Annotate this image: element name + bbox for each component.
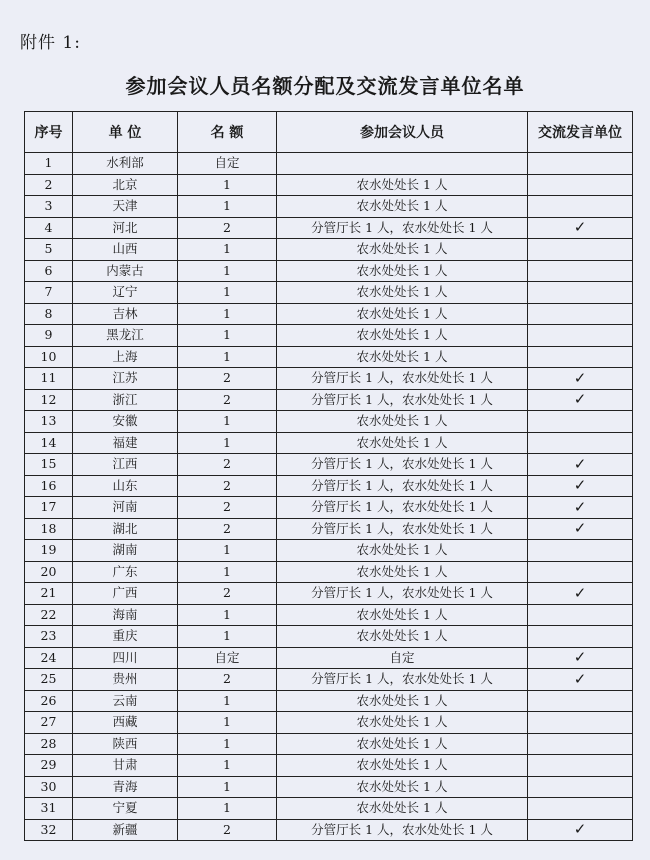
cell-number: 29 [25,755,73,777]
cell-quota: 1 [178,798,277,820]
cell-attendees: 分管厅长 1 人，农水处处长 1 人 [277,389,528,411]
cell-speaker-check [528,540,633,562]
column-header-quota: 名 额 [178,112,277,153]
cell-unit: 吉林 [73,303,178,325]
cell-speaker-check [528,346,633,368]
cell-unit: 四川 [73,647,178,669]
cell-attendees: 农水处处长 1 人 [277,432,528,454]
cell-attendees: 分管厅长 1 人，农水处处长 1 人 [277,368,528,390]
column-header-unit: 单 位 [73,112,178,153]
cell-attendees: 农水处处长 1 人 [277,303,528,325]
cell-number: 1 [25,153,73,175]
cell-quota: 1 [178,626,277,648]
cell-number: 10 [25,346,73,368]
column-header-speaker: 交流发言单位 [528,112,633,153]
cell-attendees: 农水处处长 1 人 [277,196,528,218]
cell-attendees: 农水处处长 1 人 [277,282,528,304]
table-row [25,669,633,691]
cell-quota: 2 [178,518,277,540]
cell-quota: 1 [178,239,277,261]
cell-speaker-check: ✓ [528,389,633,411]
cell-speaker-check [528,153,633,175]
cell-unit: 云南 [73,690,178,712]
cell-number: 5 [25,239,73,261]
cell-attendees: 分管厅长 1 人，农水处处长 1 人 [277,217,528,239]
cell-number: 24 [25,647,73,669]
cell-number: 30 [25,776,73,798]
cell-attendees: 分管厅长 1 人，农水处处长 1 人 [277,819,528,841]
cell-speaker-check [528,604,633,626]
cell-speaker-check [528,303,633,325]
cell-unit: 河南 [73,497,178,519]
cell-quota: 1 [178,196,277,218]
table-row [25,497,633,519]
table-row [25,733,633,755]
cell-speaker-check [528,411,633,433]
table-row [25,196,633,218]
cell-speaker-check [528,325,633,347]
cell-quota: 2 [178,454,277,476]
cell-quota: 1 [178,755,277,777]
table-row [25,368,633,390]
cell-number: 6 [25,260,73,282]
cell-number: 3 [25,196,73,218]
table-row [25,755,633,777]
cell-unit: 安徽 [73,411,178,433]
cell-attendees: 农水处处长 1 人 [277,239,528,261]
cell-quota: 1 [178,690,277,712]
cell-speaker-check [528,561,633,583]
table-row [25,626,633,648]
cell-quota: 1 [178,260,277,282]
cell-attendees: 分管厅长 1 人，农水处处长 1 人 [277,583,528,605]
cell-unit: 广西 [73,583,178,605]
table-row [25,561,633,583]
cell-quota: 1 [178,282,277,304]
cell-attendees [277,153,528,175]
cell-number: 27 [25,712,73,734]
cell-unit: 内蒙古 [73,260,178,282]
cell-attendees: 分管厅长 1 人，农水处处长 1 人 [277,497,528,519]
table-row [25,325,633,347]
cell-quota: 自定 [178,153,277,175]
cell-quota: 2 [178,475,277,497]
attachment-label: 附件 1: [20,33,81,53]
cell-attendees: 农水处处长 1 人 [277,260,528,282]
column-header-number: 序号 [25,112,73,153]
cell-speaker-check [528,712,633,734]
cell-attendees: 自定 [277,647,528,669]
cell-speaker-check [528,196,633,218]
cell-attendees: 农水处处长 1 人 [277,690,528,712]
cell-unit: 新疆 [73,819,178,841]
cell-number: 28 [25,733,73,755]
cell-number: 13 [25,411,73,433]
cell-number: 4 [25,217,73,239]
table-row [25,346,633,368]
cell-number: 2 [25,174,73,196]
table-row [25,518,633,540]
cell-speaker-check: ✓ [528,217,633,239]
cell-speaker-check: ✓ [528,647,633,669]
cell-unit: 青海 [73,776,178,798]
cell-quota: 1 [178,561,277,583]
cell-number: 15 [25,454,73,476]
table-row [25,475,633,497]
table-row [25,282,633,304]
cell-number: 32 [25,819,73,841]
cell-speaker-check: ✓ [528,819,633,841]
table-row [25,389,633,411]
cell-number: 23 [25,626,73,648]
cell-attendees: 分管厅长 1 人，农水处处长 1 人 [277,518,528,540]
cell-unit: 贵州 [73,669,178,691]
table-row [25,260,633,282]
cell-unit: 湖北 [73,518,178,540]
quota-table [24,111,633,841]
cell-unit: 重庆 [73,626,178,648]
cell-attendees: 农水处处长 1 人 [277,733,528,755]
cell-speaker-check [528,174,633,196]
cell-quota: 2 [178,368,277,390]
cell-speaker-check [528,798,633,820]
cell-speaker-check: ✓ [528,475,633,497]
cell-quota: 1 [178,325,277,347]
table-row [25,604,633,626]
cell-quota: 1 [178,604,277,626]
cell-speaker-check: ✓ [528,368,633,390]
cell-speaker-check [528,733,633,755]
document-title: 参加会议人员名额分配及交流发言单位名单 [125,74,525,98]
cell-quota: 1 [178,411,277,433]
table-row [25,798,633,820]
cell-speaker-check: ✓ [528,583,633,605]
cell-attendees: 分管厅长 1 人，农水处处长 1 人 [277,454,528,476]
cell-quota: 1 [178,174,277,196]
cell-speaker-check [528,690,633,712]
table-row [25,776,633,798]
cell-quota: 1 [178,712,277,734]
cell-unit: 西藏 [73,712,178,734]
cell-unit: 陕西 [73,733,178,755]
cell-quota: 2 [178,497,277,519]
cell-unit: 山西 [73,239,178,261]
cell-number: 16 [25,475,73,497]
cell-number: 12 [25,389,73,411]
cell-number: 21 [25,583,73,605]
cell-unit: 辽宁 [73,282,178,304]
cell-quota: 1 [178,733,277,755]
cell-unit: 江西 [73,454,178,476]
cell-number: 20 [25,561,73,583]
cell-number: 14 [25,432,73,454]
cell-quota: 2 [178,583,277,605]
cell-attendees: 农水处处长 1 人 [277,798,528,820]
cell-number: 11 [25,368,73,390]
cell-unit: 宁夏 [73,798,178,820]
cell-unit: 北京 [73,174,178,196]
cell-speaker-check: ✓ [528,497,633,519]
cell-quota: 1 [178,432,277,454]
cell-speaker-check: ✓ [528,669,633,691]
table-row [25,432,633,454]
table-row [25,239,633,261]
cell-attendees: 农水处处长 1 人 [277,411,528,433]
cell-unit: 水利部 [73,153,178,175]
table-row [25,153,633,175]
cell-quota: 1 [178,303,277,325]
cell-attendees: 农水处处长 1 人 [277,325,528,347]
cell-attendees: 农水处处长 1 人 [277,755,528,777]
cell-quota: 1 [178,346,277,368]
table-row [25,303,633,325]
cell-attendees: 农水处处长 1 人 [277,604,528,626]
cell-quota: 2 [178,389,277,411]
table-row [25,454,633,476]
table-row [25,690,633,712]
cell-unit: 河北 [73,217,178,239]
cell-speaker-check [528,239,633,261]
cell-attendees: 分管厅长 1 人，农水处处长 1 人 [277,669,528,691]
cell-attendees: 农水处处长 1 人 [277,346,528,368]
table-row [25,819,633,841]
table-row [25,647,633,669]
cell-quota: 自定 [178,647,277,669]
cell-number: 8 [25,303,73,325]
cell-speaker-check: ✓ [528,454,633,476]
cell-speaker-check: ✓ [528,518,633,540]
cell-unit: 海南 [73,604,178,626]
cell-speaker-check [528,776,633,798]
cell-attendees: 农水处处长 1 人 [277,540,528,562]
cell-number: 7 [25,282,73,304]
cell-unit: 山东 [73,475,178,497]
cell-number: 22 [25,604,73,626]
cell-unit: 浙江 [73,389,178,411]
cell-attendees: 农水处处长 1 人 [277,776,528,798]
cell-quota: 1 [178,776,277,798]
table-row [25,411,633,433]
cell-unit: 江苏 [73,368,178,390]
table-row [25,174,633,196]
cell-unit: 福建 [73,432,178,454]
cell-quota: 1 [178,540,277,562]
table-row [25,217,633,239]
cell-number: 31 [25,798,73,820]
table-body [25,153,633,841]
cell-quota: 2 [178,669,277,691]
cell-attendees: 农水处处长 1 人 [277,712,528,734]
cell-speaker-check [528,432,633,454]
cell-number: 25 [25,669,73,691]
table-row [25,540,633,562]
cell-speaker-check [528,626,633,648]
cell-number: 17 [25,497,73,519]
cell-unit: 黑龙江 [73,325,178,347]
cell-unit: 湖南 [73,540,178,562]
cell-unit: 广东 [73,561,178,583]
cell-unit: 甘肃 [73,755,178,777]
cell-unit: 天津 [73,196,178,218]
table-row [25,712,633,734]
table-header-row [25,112,633,153]
cell-attendees: 农水处处长 1 人 [277,561,528,583]
table-row [25,583,633,605]
column-header-attendees: 参加会议人员 [277,112,528,153]
cell-speaker-check [528,755,633,777]
cell-number: 9 [25,325,73,347]
cell-attendees: 农水处处长 1 人 [277,174,528,196]
cell-speaker-check [528,282,633,304]
cell-number: 19 [25,540,73,562]
cell-attendees: 农水处处长 1 人 [277,626,528,648]
cell-speaker-check [528,260,633,282]
cell-unit: 上海 [73,346,178,368]
cell-number: 18 [25,518,73,540]
cell-quota: 2 [178,819,277,841]
cell-quota: 2 [178,217,277,239]
cell-number: 26 [25,690,73,712]
cell-attendees: 分管厅长 1 人，农水处处长 1 人 [277,475,528,497]
